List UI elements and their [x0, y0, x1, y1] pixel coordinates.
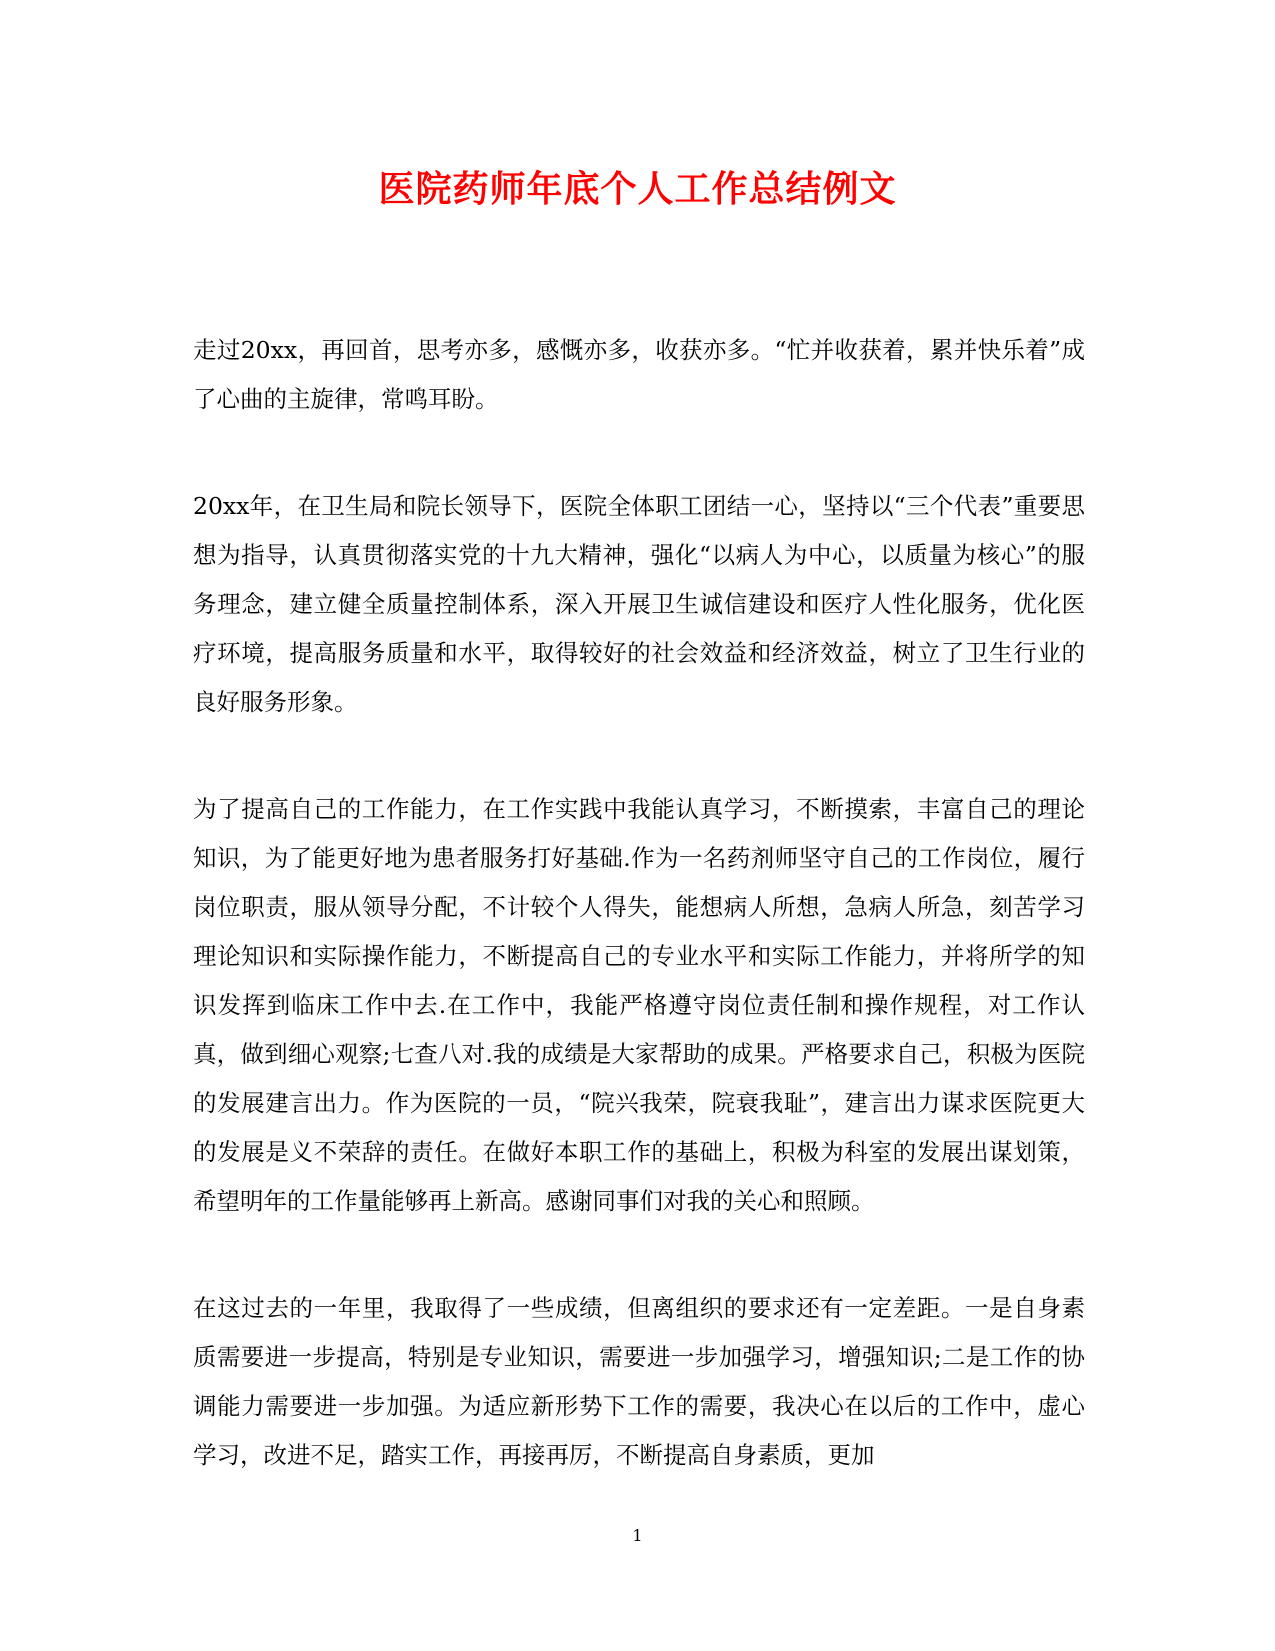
document-body: [193, 326, 1085, 1538]
page-number: 1: [632, 1526, 643, 1545]
paragraph-4: 在这过去的一年里，我取得了一些成绩，但离组织的要求还有一定差距。一是自身素质需要进一步提高，特别是专业知识，需要进一步加强学习，增强知识;二是工作的协调能力需要进一步加强。为适应新形势下工作的需要，我决心在以后的工作中，虚心学习，改进不足，踏实工作，再接再厉，不断提高自身素质，更加: [193, 1294, 1085, 1469]
paragraph-1: 走过20xx，再回首，思考亦多，感慨亦多，收获亦多。“忙并收获着，累并快乐着”成了心曲的主旋律，常鸣耳盼。: [193, 336, 1085, 413]
document-title: 医院药师年底个人工作总结例文: [378, 168, 897, 210]
paragraph-3: 为了提高自己的工作能力，在工作实践中我能认真学习，不断摸索，丰富自己的理论知识，为了能更好地为患者服务打好基础.作为一名药剂师坚守自己的工作岗位，履行岗位职责，服从领导分配，不计较个人得失，能想病人所想，急病人所急，刻苦学习理论知识和实际操作能力，不断提高自己的专业水平和实际工作能力，并将所学的知识发挥到临床工作中去.在工作中，我能严格遵守岗位责任制和操作规程，对工作认真，做到细心观察;七查八对.我的成绩是大家帮助的成果。严格要求自己，积极为医院的发展建言出力。作为医院的一员，“院兴我荣，院衰我耻”，建言出力谋求医院更大的发展是义不荣辞的责任。在做好本职工作的基础上，积极为科室的发展出谋划策，希望明年的工作量能够再上新高。感谢同事们对我的关心和照顾。: [193, 795, 1085, 1215]
paragraph-2: 20xx年，在卫生局和院长领导下，医院全体职工团结一心，坚持以“三个代表”重要思想为指导，认真贯彻落实党的十九大精神，强化“以病人为中心，以质量为核心”的服务理念，建立健全质量控制体系，深入开展卫生诚信建设和医疗人性化服务，优化医疗环境，提高服务质量和水平，取得较好的社会效益和经济效益，树立了卫生行业的良好服务形象。: [193, 492, 1085, 716]
